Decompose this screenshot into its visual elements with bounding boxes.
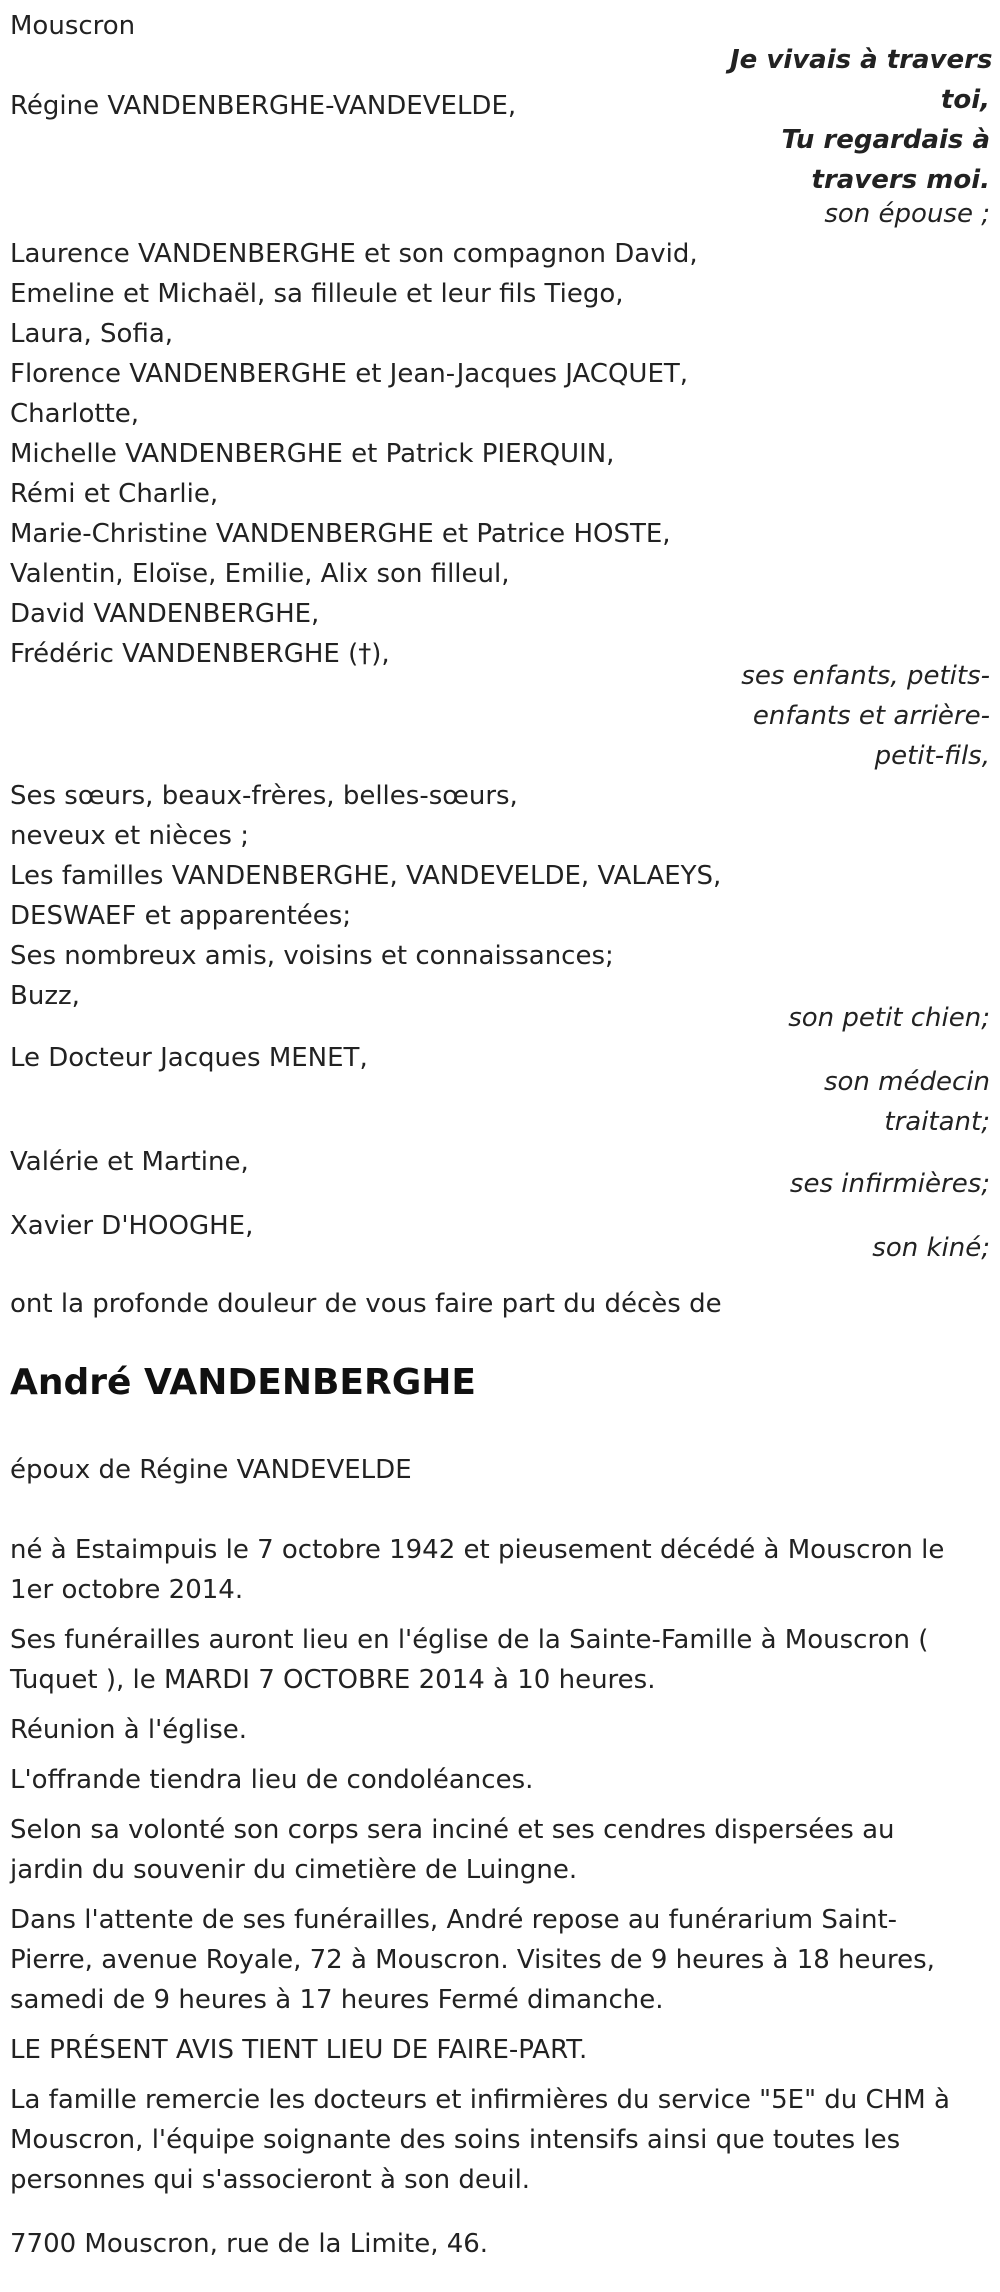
funerarium-paragraph: Dans l'attente de ses funérailles, André repose au funérarium Saint- Pierre, avenue Royale, 72 à Mouscron. Visites de 9 heures à 18 heures, samedi de 9 heures à 17 heures Fermé dimanche. [10,1905,935,2015]
kine-role: son kiné; [872,1233,990,1263]
address-line: 7700 Mouscron, rue de la Limite, 46. [10,2229,489,2259]
list-item: Laura, Sofia, [10,319,174,349]
announcement: ont la profonde douleur de vous faire part du décès de [10,1289,722,1319]
deceased-name: André VANDENBERGHE [10,1362,476,1403]
list-item: Buzz, [10,981,80,1011]
deceased-spouse-line: époux de Régine VANDEVELDE [10,1455,412,1485]
nurses-name: Valérie et Martine, [10,1147,249,1177]
list-item: David VANDENBERGHE, [10,599,320,629]
pet-role: son petit chien; [788,1003,990,1033]
family-list [10,776,721,1016]
meeting-paragraph: Réunion à l'église. [10,1715,248,1745]
list-item: neveux et nièces ; [10,821,250,851]
list-item: Florence VANDENBERGHE et Jean-Jacques JACQUET, [10,359,689,389]
list-item: Valentin, Eloïse, Emilie, Alix son filleul, [10,559,510,589]
offering-paragraph: L'offrande tiendra lieu de condoléances. [10,1765,534,1795]
list-item: Emeline et Michaël, sa filleule et leur fils Tiego, [10,279,624,309]
cremation-paragraph: Selon sa volonté son corps sera inciné et ses cendres dispersées au jardin du souvenir du cimetière de Luingne. [10,1815,895,1885]
list-item: Ses sœurs, beaux-frères, belles-sœurs, [10,781,518,811]
poem-line: Tu regardais à [781,125,990,155]
list-item: DESWAEF et apparentées; [10,901,352,931]
list-item: Laurence VANDENBERGHE et son compagnon David, [10,239,698,269]
funeral-paragraph: Ses funérailles auront lieu en l'église de la Sainte-Famille à Mouscron ( Tuquet ), le MARDI 7 OCTOBRE 2014 à 10 heures. [10,1625,929,1695]
birth-paragraph: né à Estaimpuis le 7 octobre 1942 et pieusement décédé à Mouscron le 1er octobre 2014. [10,1535,945,1605]
list-item: Rémi et Charlie, [10,479,219,509]
notice-paragraph: LE PRÉSENT AVIS TIENT LIEU DE FAIRE-PART. [10,2035,588,2065]
children-role: ses enfants, petits- enfants et arrière- petit-fils, [741,661,990,771]
nurses-role: ses infirmières; [789,1169,990,1199]
city-line: Mouscron [10,11,136,41]
spouse-name: Régine VANDENBERGHE-VANDEVELDE, [10,91,517,121]
list-item: Michelle VANDENBERGHE et Patrick PIERQUIN, [10,439,615,469]
poem-line: travers moi. [811,165,990,195]
doctor-name: Le Docteur Jacques MENET, [10,1043,368,1073]
list-item: Ses nombreux amis, voisins et connaissances; [10,941,614,971]
list-item: Charlotte, [10,399,140,429]
list-item: Marie-Christine VANDENBERGHE et Patrice HOSTE, [10,519,671,549]
poem-quote [730,40,993,200]
thanks-paragraph: La famille remercie les docteurs et infirmières du service "5E" du CHM à Mouscron, l'équipe soignante des soins intensifs ainsi que toutes les personnes qui s'associeront à son deuil. [10,2085,950,2195]
kine-name: Xavier D'HOOGHE, [10,1211,254,1241]
poem-line: toi, [940,85,990,115]
doctor-role: son médecin traitant; [823,1067,990,1137]
children-list [10,234,698,674]
list-item: Les familles VANDENBERGHE, VANDEVELDE, VALAEYS, [10,861,722,891]
spouse-role: son épouse ; [824,199,990,229]
poem-line: Je vivais à travers [730,45,993,75]
list-item: Frédéric VANDENBERGHE (†), [10,639,390,669]
